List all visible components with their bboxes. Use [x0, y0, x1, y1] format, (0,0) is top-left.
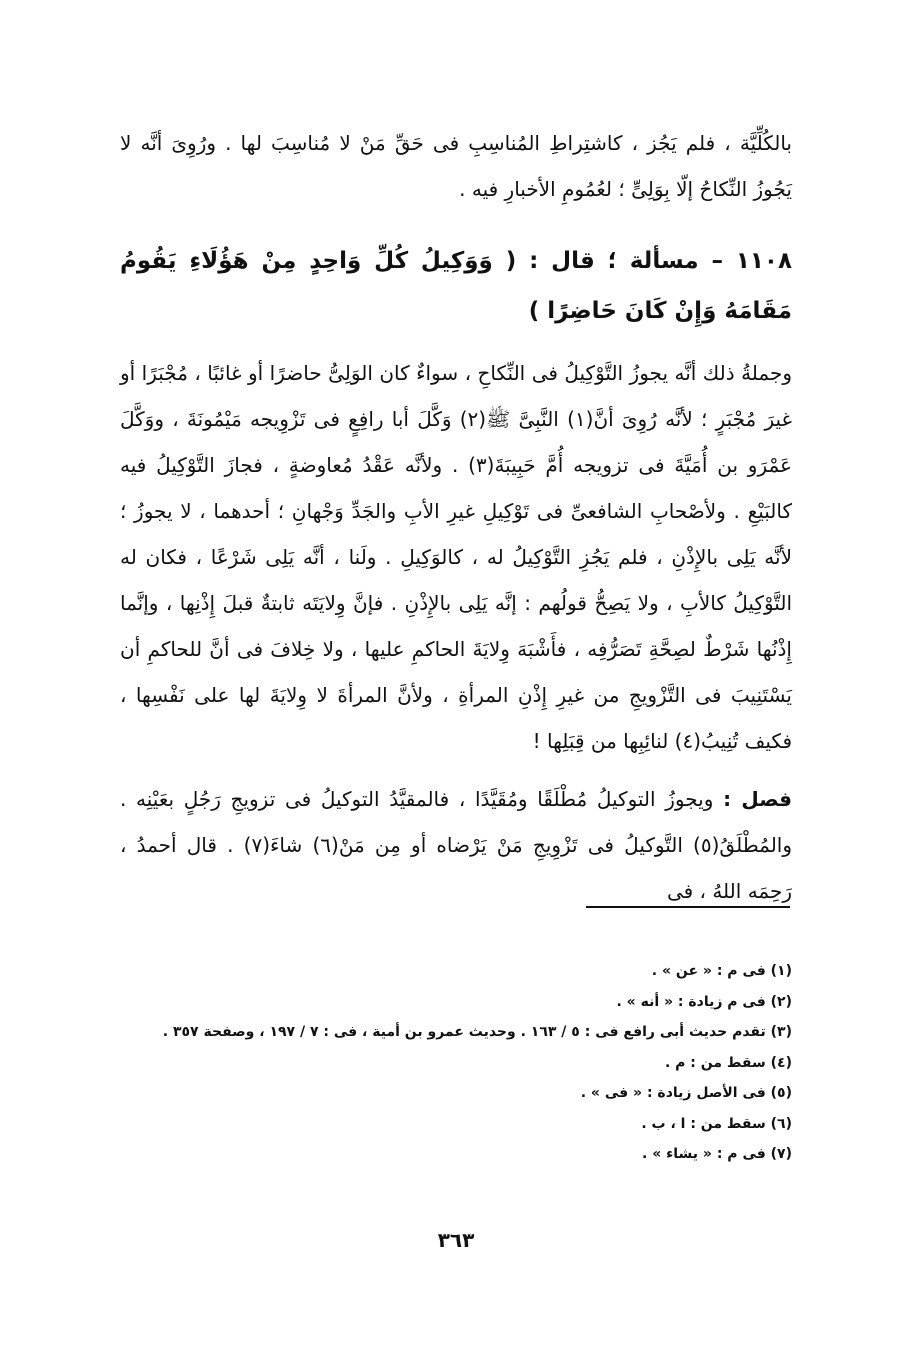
- explanation-paragraph: وجملةُ ذلك أنَّه يجوزُ التَّوْكِيلُ فى النِّكاحِ ، سواءٌ كان الوَلِىُّ حاضرًا أو غائبًا ، مُجْبَرًا أو غيرَ مُجْبَرٍ ؛ لأنَّه رُوِىَ أنَّ(١) النَّبِىَّ ﷺ(٢) وَكَّلَ أبا رافِعٍ فى تَزْوِيجه مَيْمُونَةَ ، ووَكَّلَ عَمْرَو بن أُمَيَّةَ فى تزويجه أُمَّ حَبِيبَةَ(٣) . ولأنَّه عَقْدُ مُعاوضةٍ ، فجازَ التَّوْكِيلُ فيه كالبَيْعِ . ولأصْحابِ الشافعىِّ فى تَوْكِيلِ غيرِ الأبِ والجَدِّ وَجْهانِ ؛ أحدهما ، لا يجوزُ ؛ لأنَّه يَلِى بالإِذْنِ ، فلم يَجُزِ التَّوْكِيلُ له ، كالوَكِيلِ . ولَنا ، أنَّه يَلِى شَرْعًا ، فكان له التَّوْكِيلُ كالأبِ ، ولا يَصِحُّ قولُهم : إنَّه يَلِى بالإِذْنِ . فإنَّ وِلايَتَه ثابتةٌ قبلَ إِذْنِها ، وإنَّما إِذْنُها شَرْطٌ لصِحَّةِ تَصَرُّفِه ، فأَشْبَهَ وِلايَةَ الحاكمِ عليها ، ولا خِلافَ فى أنَّ للحاكمِ أن يَسْتَنِيبَ فى التَّزْويجِ من غيرِ إِذْنِ المرأةِ ، ولأنَّ المرأةَ لا وِلايَةَ لها على نَفْسِها ، فكيف تُنِيبُ(٤) لنائِبِها من قِبَلِها !: [120, 361, 793, 753]
- footnote-1: (١) فى م : « عن » .: [651, 963, 792, 979]
- footnote-divider: [586, 906, 790, 908]
- section-text: ويجوزُ التوكيلُ مُطْلَقًا ومُقَيَّدًا ، فالمقيَّدُ التوكيلُ فى تزويجِ رَجُلٍ بعَيْنِه . والمُطْلَقُ(٥) التَّوكيلُ فى تَزْوِيجِ مَنْ يَرْضاه أو مِن مَنْ(٦) شاءَ(٧) . قال أحمدُ ، رَحِمَه اللهُ ، فى: [120, 787, 793, 903]
- section-paragraph: [120, 776, 792, 914]
- issue-heading: [120, 236, 792, 336]
- footnotes: [112, 956, 792, 1170]
- page-number: ٣٦٣: [437, 1228, 475, 1252]
- footnote-7: (٧) فى م : « يشاء » .: [642, 1146, 792, 1162]
- footnote-3: (٣) تقدم حديث أبى رافع فى : ٥ / ١٦٣ . وحديث عمرو بن أمية ، فى : ٧ / ١٩٧ ، وصفحة ٣٥٧ .: [162, 1024, 792, 1040]
- issue-text: وَوَكِيلُ كُلِّ وَاحِدٍ مِنْ هَؤُلَاءِ يَقُومُ مَقَامَهُ وَإِنْ كَانَ حَاضِرًا ): [120, 248, 792, 324]
- paragraph-continuation: بالكُلِّيَّة ، فلم يَجُز ، كاشتِراطِ المُناسِبِ فى حَقِّ مَنْ لا مُناسِبَ لها . ورُوِىَ أنَّه لا يَجُوزُ النِّكاحُ إلّا بِوَلِىٍّ ؛ لعُمُومِ الأخبارِ فيه .: [120, 131, 792, 201]
- issue-number: ١١٠٨ – مسألة ؛ قال : (: [505, 248, 792, 274]
- section-label: فصل :: [723, 787, 792, 811]
- footnote-2: (٢) فى م زيادة : « أنه » .: [616, 993, 792, 1010]
- footnote-6: (٦) سقط من : ا ، ب .: [641, 1115, 792, 1132]
- footnote-5: (٥) فى الأصل زيادة : « فى » .: [580, 1085, 792, 1101]
- footnote-4: (٤) سقط من : م .: [664, 1054, 792, 1071]
